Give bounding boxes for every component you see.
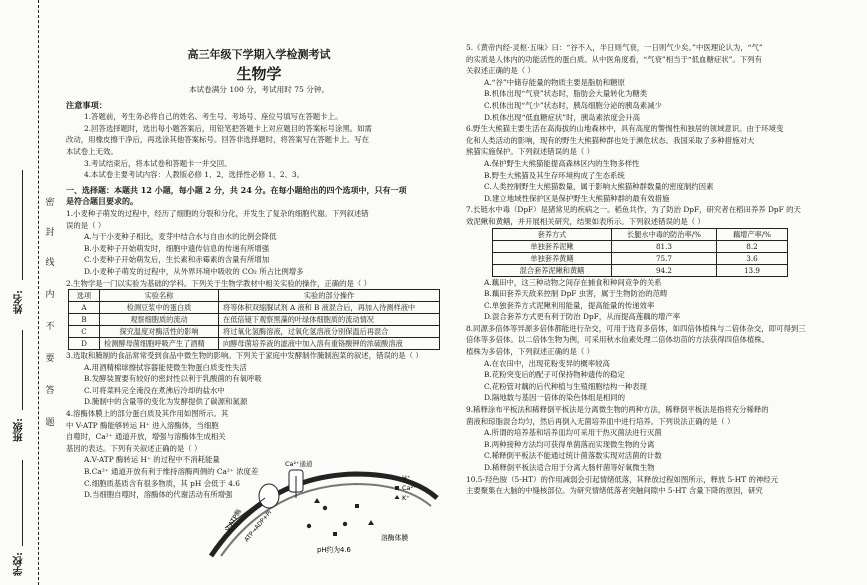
q3-option-b: B.发酵装置要有较好的密封性以利于乳酸菌的有氧呼吸 [84, 374, 262, 384]
school-fill-line [22, 460, 23, 546]
name-label: 姓名: [14, 290, 25, 314]
legend-h-marker [395, 476, 399, 480]
note-line: 2.回答选择题时，选出每小题答案后，用铅笔把答题卡上对应题目的答案标号涂黑。如需 [84, 123, 372, 133]
channel-label: Ca²⁺通道 [285, 460, 313, 468]
q4-option-d: D.当细胞自噬时，溶酶体的代谢活动有所增强 [84, 490, 233, 500]
q3-option-a: A.用酒精棉球擦拭容器能使微生物蛋白质变性失活 [84, 362, 247, 372]
table-row [493, 252, 788, 264]
seal-char: 封 [45, 228, 55, 238]
q5-option-d: D.机体出现“低血糖症状”时，胰岛素浓度会升高 [484, 112, 640, 122]
q9-option-c: C.稀释倒平板法不能通过统计菌落数实现对活菌的计数 [484, 451, 662, 461]
q9-stem: 9.稀释涂布平板法和稀释倒平板法是分离微生物的两种方法，稀释倒平板法是指将充分稀释的 [466, 405, 769, 415]
table-cell: 观察细胞质的流动 [100, 314, 219, 326]
q7-stem-cont: 效泥鳅和黄鳝，并开展相关研究，结果如表所示。下列叙述错误的是（ ） [466, 216, 705, 226]
q7-header: 套养方式 [493, 228, 612, 240]
q4-stem-cont: 中 V-ATP 酶能够转运 H⁺ 进入溶酶体，当细胞 [66, 420, 219, 430]
table-row [69, 302, 440, 314]
table-cell: A [69, 302, 100, 314]
q9-stem-cont: 菌液和琼脂混合均匀，然后再倒入无菌培养皿中进行培养。下列说法正确的是（ ） [466, 416, 735, 426]
q6-stem-cont: 化和人类活动的影响，现有的野生大熊猫种群也处于濒危状态。我国采取了多种措施对大 [466, 135, 755, 145]
table-cell: 混合套养泥鳅和黄鳝 [493, 264, 612, 276]
atp-label: ATP→ADP+Pi [243, 509, 274, 544]
h-ion-marker [323, 506, 327, 510]
seal-char: 密 [45, 198, 55, 208]
seal-char: 内 [45, 290, 55, 300]
q6-option-c: C.人类控制野生大熊猫数量，属于影响大熊猫种群数量的密度制约因素 [484, 182, 714, 192]
q1-option-d: D.小麦种子萌发的过程中，从外界环境中吸收的 CO₂ 所占比例增多 [84, 266, 304, 276]
q1-stem-cont: 误的是（ ） [66, 220, 106, 230]
q7-table [492, 228, 788, 277]
class-label: 班级: [14, 418, 25, 442]
q7-stem: 7.长链水中毒（DpF）是猪常见的疾病之一。稻鱼共作，为了防治 DpF，研究者在稻田养养 DpF 的天 [466, 205, 801, 215]
section-heading: 一、选择题：本题共 12 小题，每小题 2 分，共 24 分。在每小题给出的四个选项中，只有一项 [66, 184, 407, 195]
table-cell: B [69, 314, 100, 326]
q7-option-b: B.藕田套养天敌来控制 DpF 虫害，属于生物防治的范畴 [484, 289, 668, 299]
class-fill-line [22, 330, 23, 410]
q6-option-d: D.建立地域性保护区是保护野生大熊猫种群的最有效措施 [484, 193, 670, 203]
seal-line [38, 0, 39, 585]
table-row [69, 314, 440, 326]
table-cell: 13.9 [717, 264, 788, 276]
q7-option-c: C.单独套养方式泥鳅利用能量，提高能量的传递效率 [484, 300, 655, 310]
left-column [66, 0, 452, 501]
k-ion-marker [314, 498, 320, 503]
seal-char: 要 [45, 354, 55, 364]
table-cell: 检测豆浆中的蛋白质 [100, 302, 219, 314]
q9-option-a: A.所谓的培养基和培养皿均可采用干热灭菌法进行灭菌 [484, 428, 662, 438]
table-cell: 单独套养黄鳝 [493, 252, 612, 264]
q7-header: 藕增产率/% [717, 228, 788, 240]
q2-stem: 2.生物学是一门以实验为基础的学科。下列关于生物学教材中相关实验的操作，正确的是（ ） [66, 278, 372, 288]
legend-k: K⁺ [402, 494, 410, 502]
notes-heading: 注意事项： [66, 99, 107, 110]
table-cell: 将过氧化氢酶溶液，过氧化氢溶液分别保温后再混合 [219, 326, 440, 338]
q7-option-d: D.混合套养方式更有利于防治 DpF，从而提高莲藕的增产率 [484, 312, 681, 322]
table-cell: 3.6 [717, 252, 788, 264]
note-line: 1.答题前，考生务必将自己的姓名、考生号、考场号、座位号填写在答题卡上。 [84, 112, 343, 122]
seal-char: 答 [45, 386, 55, 396]
school-label: 学校: [14, 552, 25, 576]
binding-margin [0, 0, 62, 585]
table-cell: 单独套养泥鳅 [493, 240, 612, 252]
q5-option-a: A.“谷”中储存能量的物质主要是脂肪和糖原 [484, 77, 625, 87]
table-cell: 探究温度对酶活性的影响 [100, 326, 219, 338]
q5-option-b: B.机体出现“气衰”状态时，脂肪会大量转化为糖类 [484, 89, 648, 99]
q2-header: 选项 [69, 290, 100, 302]
note-line: 改动，用橡皮擦干净后，再选涂其他答案标号。回答非选择题时，将答案写在答题卡上。写在 [66, 135, 370, 145]
q9-option-d: D.稀释倒平板法适合用于分离大肠杆菌等好氧微生物 [484, 463, 655, 472]
ca-ion-marker [355, 504, 359, 508]
q3-stem: 3.选取和腌制的食品常常受到食品中微生物的影响。下列关于家庭中发酵制作腌制泡菜的叙述，错误的是（ ） [66, 351, 423, 361]
q9-option-b: B.两种接种方法均可获得单菌落而实现微生物的分离 [484, 439, 655, 449]
q10-stem-cont: 主要聚集在大脑的中缝核部位。为研究情绪低落者突触间隙中 5-HT 含量下降的原因，研究 [466, 486, 763, 496]
q8-stem-cont: 植株为多倍体，下列叙述正确的是（ ） [466, 347, 594, 357]
seal-char: 题 [45, 418, 55, 428]
table-cell: 8.2 [717, 240, 788, 252]
table-cell: C [69, 326, 100, 338]
table-cell: 94.2 [612, 264, 717, 276]
note-line: 3.考试结束后，将本试卷和答题卡一并交回。 [84, 158, 232, 168]
q4-option-a: A.V-ATP 酶转运 H⁺ 的过程中不消耗能量 [84, 455, 220, 465]
table-cell: 检测酵母菌细胞呼吸产生了酒精 [100, 338, 219, 350]
ph-label: pH约为4.6 [317, 546, 351, 554]
note-line: 4.本试卷主要考试内容：人教版必修 1、2，选择性必修 1、2、3。 [84, 170, 305, 180]
q1-option-b: B.小麦种子开始萌发时，细胞中遗传信息的传递有所增强 [84, 243, 270, 253]
q5-stem: 5.《黄帝内经·灵枢·五味》曰：“谷不入，半日则气衰，一日则气少矣。”中医理论认为，“气” [466, 43, 763, 52]
membrane-label: 溶酶体膜 [381, 534, 409, 542]
q5-stem-cont: 关叙述正确的是（ ） [466, 66, 535, 76]
q1-stem: 1.小麦种子萌发的过程中，经历了细胞的分裂和分化，并发生了复杂的细胞代谢。下列叙述错 [66, 208, 369, 218]
table-row [69, 326, 440, 338]
q2-header: 实验的部分操作 [219, 290, 440, 302]
q6-stem: 6.野生大熊猫主要生活在高海拔的山地森林中，具有高度的警惕性和独居的领域意识。由于环境变 [466, 124, 784, 134]
table-cell: 将等体积双缩脲试剂 A 液和 B 液混合后，再加入待测样液中 [219, 302, 440, 314]
q6-option-b: B.野生大熊猫及其生存环境构成了生态系统 [484, 170, 625, 180]
table-cell: 在低倍镜下观察黑藻的叶绿体细胞质的流动情况 [219, 314, 440, 326]
q8-option-d: D.隔地数与基因一倍体的染色体组是相同的 [484, 393, 626, 403]
pump-label: V-ATP酶 [223, 507, 244, 533]
seal-char: 线 [45, 258, 55, 268]
table-cell: D [69, 338, 100, 350]
q4-stem-cont: 基因的表达。下列有关叙述正确的是（ ） [66, 443, 202, 453]
exam-title: 高三年级下学期入学检测考试 [187, 48, 331, 61]
q2-table [68, 289, 440, 350]
table-cell: 81.3 [612, 240, 717, 252]
q8-option-a: A.在农田中，出现花粉变异的概率较高 [484, 358, 610, 368]
legend-k-marker [395, 495, 400, 499]
table-cell: 向酵母菌培养液的滤液中加入溶有重铬酸钾的浓硫酸溶液 [219, 338, 440, 350]
q8-stem-cont: 倍体等多倍体。以二倍体生物为例，可采用秋水仙素处理二倍体幼苗的方法获得四倍体植株。 [466, 335, 770, 345]
q8-stem: 8.同源多倍体等异源多倍体都能进行杂交，可用于选育多倍体，如四倍体植株与二倍体杂交，即可得到三 [466, 323, 806, 333]
legend-ca: Ca²⁺ [402, 484, 417, 492]
h-ion-marker [343, 522, 347, 526]
q8-option-c: C.花粉管对藕的后代种植与生殖细胞结构一种表现 [484, 381, 647, 391]
q6-option-a: A.保护野生大熊猫能提高森林区内的生物多样性 [484, 158, 640, 168]
q5-option-c: C.机体出现“气少”状态时，胰岛细胞分泌的胰岛素减少 [484, 100, 662, 110]
table-row [69, 338, 440, 350]
q1-option-a: A.与干小麦种子相比，麦芽中结合水与自由水的比例会降低 [84, 232, 277, 242]
q3-option-d: D.腌制中的含量等的变化为发酵提供了碳源和氮源 [84, 397, 248, 407]
q3-option-c: C.可将菜料完全淹没在煮沸后冷却的盐水中 [84, 385, 225, 395]
right-column [466, 42, 862, 497]
q7-header: 长腿水中毒的防治率/% [612, 228, 717, 240]
q6-stem-cont: 熊猫实施保护。下列叙述错误的是（ ） [466, 147, 594, 157]
legend-h: H⁺ [402, 474, 411, 482]
note-line: 本试卷上无效。 [66, 146, 118, 156]
q4-option-b: B.Ca²⁺ 通道开放有利于维持溶酶两侧的 Ca²⁺ 浓度差 [84, 467, 259, 477]
k-ion-marker [368, 520, 374, 525]
h-ion-marker [307, 524, 311, 528]
exam-info: 本试卷满分 100 分，考试用时 75 分钟。 [188, 85, 330, 94]
table-row [493, 240, 788, 252]
v-atpase-shape [259, 484, 279, 508]
seal-char: 不 [45, 322, 55, 332]
ca-ion-marker [333, 532, 337, 536]
q7-option-a: A.藕田中，这三种动物之间存在捕食和种间竞争的关系 [484, 277, 662, 287]
q8-option-b: B.花粉突变后的配子可保持物种遗传的稳定 [484, 370, 625, 380]
lysosome-diagram [205, 460, 440, 556]
q4-stem-cont: 自噬时，Ca²⁺ 通道开放，增强与溶酶体生成相关 [66, 432, 226, 442]
table-cell: 75.7 [612, 252, 717, 264]
q5-stem-cont: 的实质是人体内的功能活性的蛋白质。从中医角度看，“气衰”相当于“低血糖症状”。下列有 [466, 54, 762, 64]
q4-option-c: C.细胞质基质含有很多物质，其 pH 会低于 4.6 [84, 478, 240, 488]
legend-ca-marker [395, 486, 399, 490]
q10-stem: 10.5-羟色胺（5-HT）的作用减弱会引起情绪低落，其释放过程如图所示，释放 5-HT 的神经元 [466, 474, 779, 484]
q4-stem: 4.溶酶体膜上的部分蛋白质及其作用如图所示。其 [66, 409, 229, 419]
subject-title: 生物学 [236, 65, 282, 83]
q1-option-c: C.小麦种子开始萌发后，生长素和赤霉素的含量有所增加 [84, 255, 270, 265]
name-fill-line [22, 170, 23, 280]
section-heading-cont: 是符合题目要求的。 [66, 196, 138, 207]
table-row [493, 264, 788, 276]
q2-header: 实验名称 [100, 290, 219, 302]
